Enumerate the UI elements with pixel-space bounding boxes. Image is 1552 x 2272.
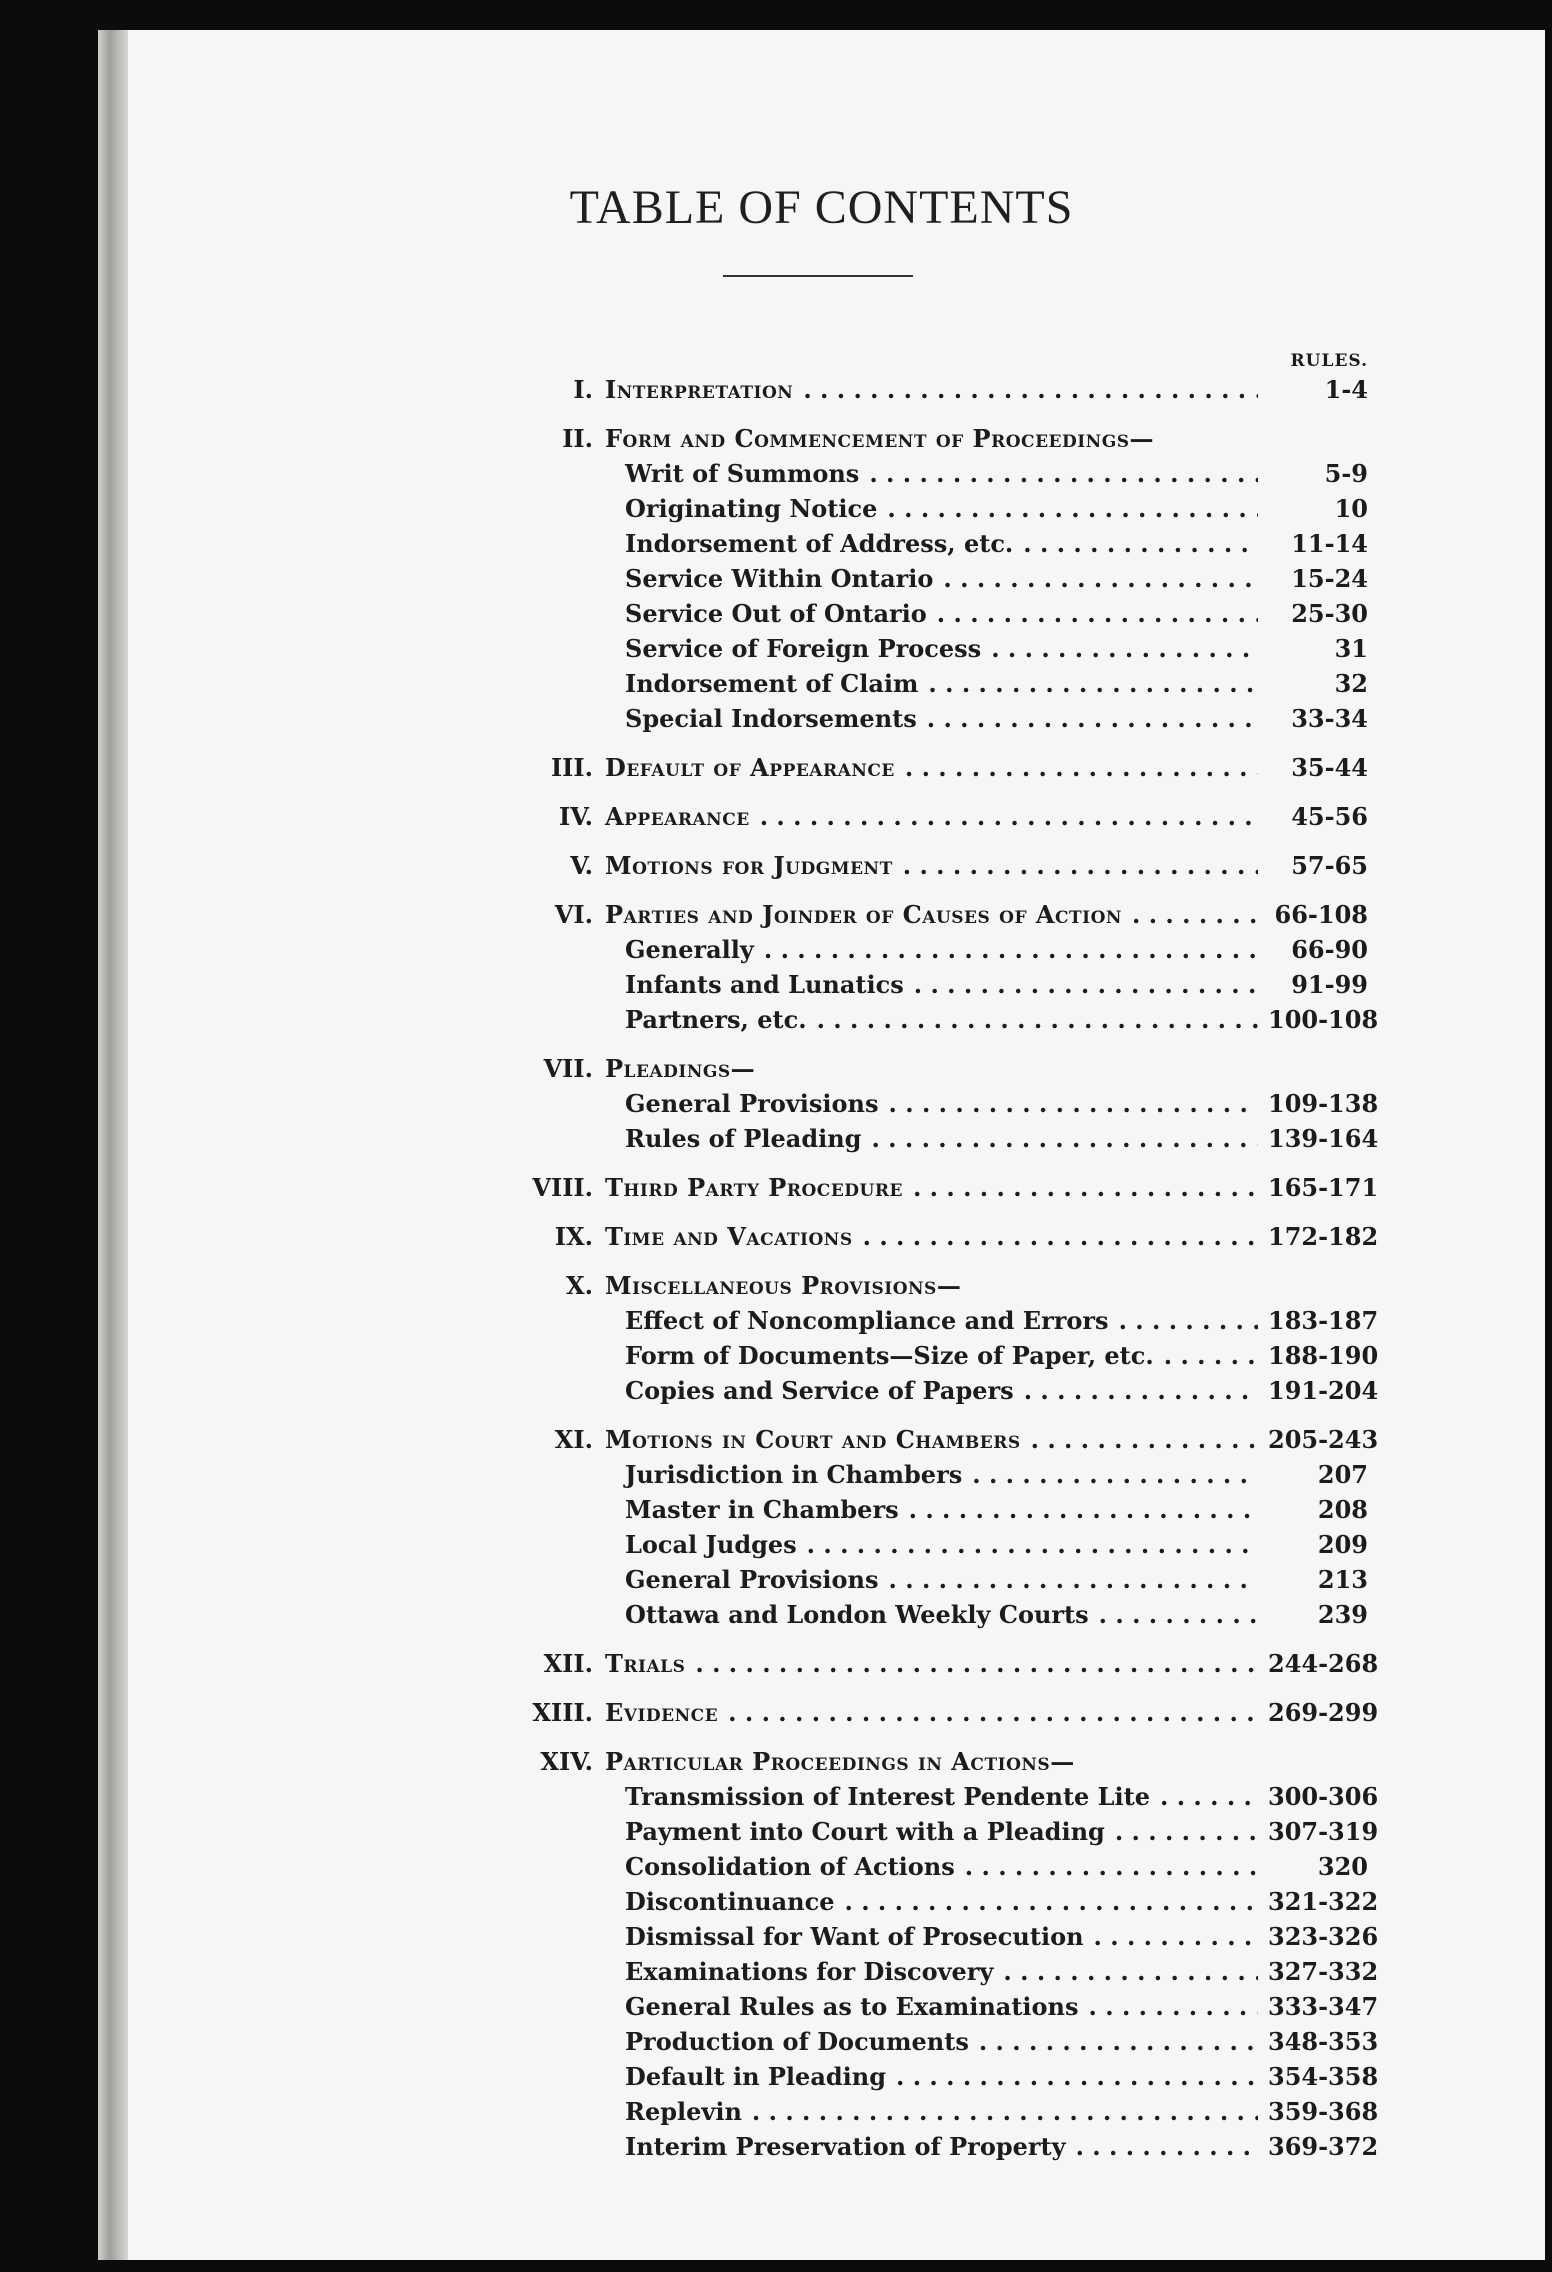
entry-label: Parties and Joinder of Causes of Action	[605, 900, 1122, 929]
entry-label: Master in Chambers	[625, 1495, 899, 1524]
dot-leader	[1160, 1779, 1258, 1814]
rules-column-header: RULES.	[1290, 351, 1368, 371]
dot-leader	[979, 2024, 1258, 2059]
dot-leader	[937, 596, 1258, 631]
dot-leader	[1023, 526, 1258, 561]
entry-label: Particular Proceedings in Actions—	[605, 1747, 1075, 1776]
rule-range: 320	[1317, 1852, 1368, 1881]
toc-subentry	[398, 1303, 1379, 1338]
toc-subentry	[398, 1954, 1379, 1989]
section-number: VII.	[543, 1054, 593, 1083]
rule-range: 269-299	[1268, 1698, 1379, 1727]
toc-subentry	[398, 932, 1368, 967]
toc-section-entry	[398, 799, 1368, 834]
entry-label: Special Indorsements	[625, 704, 917, 733]
toc-section-entry	[398, 1219, 1379, 1254]
section-number: IV.	[558, 802, 593, 831]
toc-subentry	[398, 631, 1368, 666]
entry-label: General Rules as to Examinations	[625, 1992, 1079, 2021]
rule-range: 45-56	[1291, 802, 1368, 831]
dot-leader	[1164, 1338, 1258, 1373]
toc-subentry	[398, 1338, 1379, 1373]
entry-label: Motions in Court and Chambers	[605, 1425, 1021, 1454]
toc-section-entry	[398, 1170, 1379, 1205]
entry-label: Motions for Judgment	[605, 851, 893, 880]
toc-subentry	[398, 596, 1368, 631]
dot-leader	[913, 1170, 1258, 1205]
dot-leader	[889, 1086, 1258, 1121]
toc-subentry	[398, 1492, 1368, 1527]
dot-leader	[903, 848, 1258, 883]
toc-subentry	[398, 1884, 1379, 1919]
entry-label: Pleadings—	[605, 1054, 756, 1083]
dot-leader	[1076, 2129, 1258, 2164]
toc-subentry	[398, 1373, 1379, 1408]
toc-subentry	[398, 2094, 1379, 2129]
dot-leader	[972, 1457, 1258, 1492]
dot-leader	[943, 561, 1258, 596]
rule-range: 321-322	[1268, 1887, 1379, 1916]
toc-subentry	[398, 561, 1368, 596]
toc-subentry	[398, 1121, 1379, 1156]
entry-label: Dismissal for Want of Prosecution	[625, 1922, 1084, 1951]
rule-range: 191-204	[1268, 1376, 1379, 1405]
dot-leader	[1094, 1919, 1258, 1954]
entry-label: Trials	[605, 1649, 686, 1678]
dot-leader	[728, 1695, 1258, 1730]
entry-label: Writ of Summons	[625, 459, 860, 488]
dot-leader	[764, 932, 1258, 967]
entry-label: Service of Foreign Process	[625, 634, 982, 663]
entry-label: Interim Preservation of Property	[625, 2132, 1066, 2161]
toc-subentry	[398, 2024, 1379, 2059]
entry-label: Generally	[625, 935, 754, 964]
toc-subentry	[398, 967, 1368, 1002]
entry-label: Ottawa and London Weekly Courts	[625, 1600, 1089, 1629]
dot-leader	[869, 456, 1258, 491]
toc-subentry	[398, 666, 1368, 701]
rule-range: 10	[1334, 494, 1368, 523]
toc-section-entry	[398, 897, 1368, 932]
entry-label: Interpretation	[605, 375, 794, 404]
dot-leader	[927, 701, 1258, 736]
dot-leader	[871, 1121, 1258, 1156]
rule-range: 35-44	[1291, 753, 1368, 782]
dot-leader	[845, 1884, 1259, 1919]
rule-range: 25-30	[1291, 599, 1368, 628]
dot-leader	[1089, 1989, 1258, 2024]
rule-range: 31	[1334, 634, 1368, 663]
section-number: XIII.	[532, 1698, 593, 1727]
toc-subentry	[398, 526, 1368, 561]
toc-section-entry	[398, 1744, 1368, 1779]
toc-subentry	[398, 491, 1368, 526]
rule-range: 165-171	[1268, 1173, 1379, 1202]
toc-section-entry	[398, 1646, 1379, 1681]
rule-range: 100-108	[1268, 1005, 1379, 1034]
rule-range: 300-306	[1268, 1782, 1379, 1811]
entry-label: Service Within Ontario	[625, 564, 934, 593]
entry-label: General Provisions	[625, 1089, 879, 1118]
rule-range: 239	[1317, 1600, 1368, 1629]
table-of-contents	[398, 350, 1379, 2164]
rule-range: 209	[1317, 1530, 1368, 1559]
entry-label: Copies and Service of Papers	[625, 1376, 1014, 1405]
entry-label: Service Out of Ontario	[625, 599, 927, 628]
toc-section-entry	[398, 1422, 1379, 1457]
entry-label: Examinations for Discovery	[625, 1957, 994, 1986]
entry-label: Production of Documents	[625, 2027, 969, 2056]
rule-range: 172-182	[1268, 1222, 1379, 1251]
entry-label: Time and Vacations	[605, 1222, 853, 1251]
dot-leader	[1132, 897, 1258, 932]
rule-range: 213	[1317, 1565, 1368, 1594]
entry-label: Appearance	[605, 802, 750, 831]
rule-range: 11-14	[1291, 529, 1368, 558]
toc-section-entry	[398, 750, 1368, 785]
dot-leader	[1003, 1954, 1258, 1989]
toc-subentry	[398, 1849, 1368, 1884]
dot-leader	[807, 1527, 1258, 1562]
toc-subentry	[398, 2059, 1379, 2094]
rule-range: 188-190	[1268, 1341, 1379, 1370]
dot-leader	[887, 491, 1258, 526]
entry-label: Effect of Noncompliance and Errors	[625, 1306, 1109, 1335]
dot-leader	[817, 1002, 1258, 1037]
rule-range: 15-24	[1291, 564, 1368, 593]
toc-subentry	[398, 456, 1368, 491]
toc-section-entry	[398, 372, 1368, 407]
toc-subentry	[398, 1086, 1379, 1121]
dot-leader	[1099, 1597, 1258, 1632]
entry-label: Jurisdiction in Chambers	[625, 1460, 963, 1489]
rule-range: 348-353	[1268, 2027, 1379, 2056]
section-number: XIV.	[540, 1747, 593, 1776]
toc-subentry	[398, 701, 1368, 736]
toc-subentry	[398, 1002, 1379, 1037]
rule-range: 66-108	[1274, 900, 1368, 929]
entry-label: Originating Notice	[625, 494, 878, 523]
dot-leader	[905, 750, 1258, 785]
entry-label: Miscellaneous Provisions—	[605, 1271, 962, 1300]
dot-leader	[1119, 1303, 1258, 1338]
dot-leader	[695, 1646, 1258, 1681]
dot-leader	[760, 799, 1258, 834]
entry-label: Indorsement of Address, etc.	[625, 529, 1014, 558]
dot-leader	[965, 1849, 1258, 1884]
dot-leader	[909, 1492, 1258, 1527]
section-number: VI.	[554, 900, 593, 929]
section-number: III.	[550, 753, 593, 782]
entry-label: Form of Documents—Size of Paper, etc.	[625, 1341, 1154, 1370]
section-number: VIII.	[532, 1173, 593, 1202]
rule-range: 354-358	[1268, 2062, 1379, 2091]
dot-leader	[991, 631, 1258, 666]
rule-range: 1-4	[1324, 375, 1368, 404]
entry-label: Form and Commencement of Proceedings—	[605, 424, 1155, 453]
rule-range: 32	[1334, 669, 1368, 698]
rule-range: 333-347	[1268, 1992, 1379, 2021]
entry-label: Infants and Lunatics	[625, 970, 904, 999]
toc-section-entry	[398, 1268, 1368, 1303]
toc-subentry	[398, 1457, 1368, 1492]
entry-label: Payment into Court with a Pleading	[625, 1817, 1105, 1846]
rule-range: 244-268	[1268, 1649, 1379, 1678]
rule-range: 109-138	[1268, 1089, 1379, 1118]
dot-leader	[1024, 1373, 1258, 1408]
toc-section-entry	[398, 848, 1368, 883]
toc-subentry	[398, 1779, 1379, 1814]
section-number: II.	[562, 424, 593, 453]
entry-label: Discontinuance	[625, 1887, 835, 1916]
dot-leader	[928, 666, 1258, 701]
rule-range: 57-65	[1291, 851, 1368, 880]
toc-subentry	[398, 1814, 1379, 1849]
entry-label: Rules of Pleading	[625, 1124, 862, 1153]
entry-label: Consolidation of Actions	[625, 1852, 955, 1881]
page-spine-shadow	[98, 30, 128, 2260]
entry-label: Local Judges	[625, 1530, 797, 1559]
entry-label: Default in Pleading	[625, 2062, 886, 2091]
toc-section-entry	[398, 1051, 1368, 1086]
toc-section-entry	[398, 1695, 1379, 1730]
toc-subentry	[398, 1527, 1368, 1562]
rule-range: 5-9	[1324, 459, 1368, 488]
entry-label: Partners, etc.	[625, 1005, 807, 1034]
section-number: I.	[573, 375, 593, 404]
dot-leader	[1115, 1814, 1258, 1849]
rule-range: 307-319	[1268, 1817, 1379, 1846]
toc-subentry	[398, 1989, 1379, 2024]
rule-range: 359-368	[1268, 2097, 1379, 2126]
entry-label: Replevin	[625, 2097, 742, 2126]
dot-leader	[1031, 1422, 1258, 1457]
rule-range: 183-187	[1268, 1306, 1379, 1335]
toc-subentry	[398, 1562, 1368, 1597]
rule-range: 66-90	[1291, 935, 1368, 964]
rule-range: 207	[1317, 1460, 1368, 1489]
section-number: XI.	[554, 1425, 593, 1454]
section-number: IX.	[554, 1222, 593, 1251]
rule-range: 33-34	[1291, 704, 1368, 733]
dot-leader	[896, 2059, 1258, 2094]
entry-label: Transmission of Interest Pendente Lite	[625, 1782, 1150, 1811]
entry-label: Indorsement of Claim	[625, 669, 919, 698]
dot-leader	[863, 1219, 1258, 1254]
rule-range: 327-332	[1268, 1957, 1379, 1986]
title-divider	[723, 275, 913, 277]
rule-range: 91-99	[1291, 970, 1368, 999]
rule-range: 369-372	[1268, 2132, 1379, 2161]
dot-leader	[752, 2094, 1258, 2129]
rule-range: 323-326	[1268, 1922, 1379, 1951]
section-number: V.	[570, 851, 593, 880]
rule-range: 205-243	[1268, 1425, 1379, 1454]
dot-leader	[914, 967, 1258, 1002]
toc-subentry	[398, 2129, 1379, 2164]
toc-subentry	[398, 1919, 1379, 1954]
page-title: TABLE OF CONTENTS	[569, 181, 1074, 234]
entry-label: Evidence	[605, 1698, 719, 1727]
entry-label: Default of Appearance	[605, 753, 895, 782]
rule-range: 139-164	[1268, 1124, 1379, 1153]
section-number: XII.	[543, 1649, 593, 1678]
rule-range: 208	[1317, 1495, 1368, 1524]
toc-section-entry	[398, 421, 1368, 456]
entry-label: General Provisions	[625, 1565, 879, 1594]
book-page	[98, 30, 1545, 2260]
dot-leader	[889, 1562, 1258, 1597]
section-number: X.	[566, 1271, 593, 1300]
dot-leader	[803, 372, 1258, 407]
entry-label: Third Party Procedure	[605, 1173, 903, 1202]
toc-subentry	[398, 1597, 1368, 1632]
